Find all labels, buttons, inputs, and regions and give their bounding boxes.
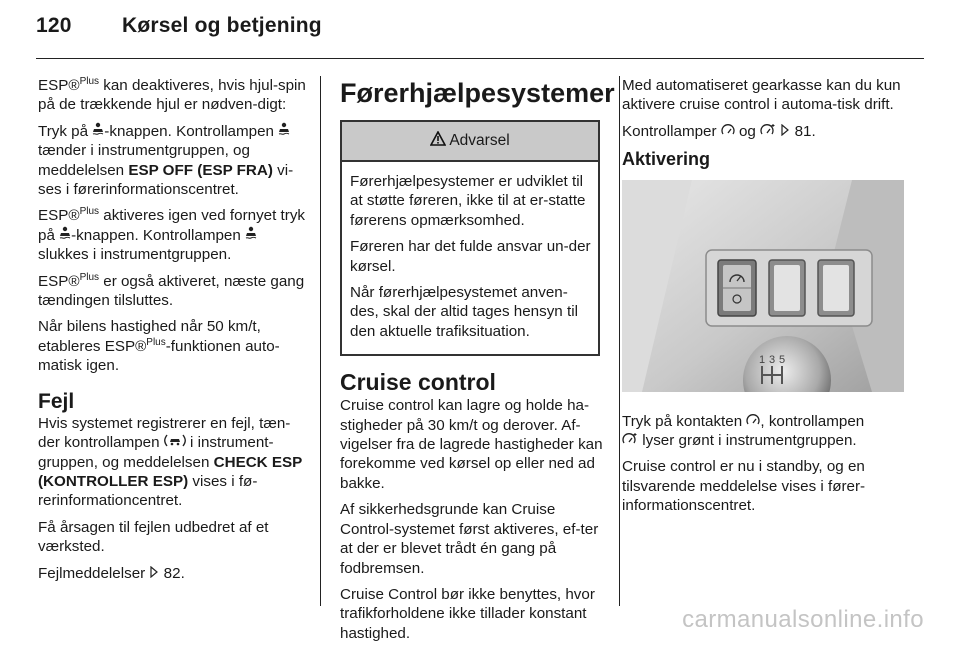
section-heading: Førerhjælpesystemer bbox=[340, 78, 615, 108]
svg-text:5: 5 bbox=[778, 354, 786, 367]
cruise-control-active-icon bbox=[760, 122, 776, 141]
cruise-control-active-icon bbox=[622, 431, 638, 450]
svg-text:1: 1 bbox=[758, 354, 766, 367]
cruise-paragraph-3: Cruise Control bør ikke benyttes, hvor trafikforholdene ikke tillader konstant hastighed. bbox=[340, 585, 595, 642]
cruise-control-icon bbox=[746, 412, 760, 431]
column-divider-1 bbox=[320, 76, 321, 606]
standby-paragraph: Cruise control er nu i standby, og en tilsvarende meddelelse vises i fører-informationscentret. bbox=[622, 458, 866, 515]
warning-header bbox=[342, 122, 598, 162]
page-number: 120 bbox=[36, 14, 72, 37]
indicator-lamps-paragraph: Kontrollamper og 81. bbox=[622, 122, 816, 140]
warning-text-1: Førerhjælpesystemer er udviklet til at støtte føreren, ikke til at er-statte førerens opmærksomhed. bbox=[350, 173, 586, 229]
warning-title: Advarsel bbox=[449, 132, 510, 150]
esp-car-icon bbox=[245, 226, 257, 245]
header-rule bbox=[36, 58, 924, 59]
esp-button-paragraph: Tryk på -knappen. Kontrollampen tænder i instrumentgruppen, og meddelelsen ESP OFF (ESP FRA) vi-ses i førerinformationscentret. bbox=[38, 122, 294, 199]
watermark: carmanualsonline.info bbox=[682, 606, 924, 633]
reference-arrow-icon bbox=[780, 122, 790, 141]
page-title: Kørsel og betjening bbox=[122, 14, 322, 37]
warning-body bbox=[342, 162, 598, 354]
esp-deactivate-paragraph: ESP®$^{Plus}$ kan deaktiveres, hvis hjul-spin på de trækkende hjul er nødven-digt: bbox=[38, 75, 306, 114]
column-2 bbox=[340, 76, 615, 650]
press-switch-paragraph: Tryk på kontakten , kontrollampen lyser grønt i instrumentgruppen. bbox=[622, 412, 865, 450]
reference-arrow-icon bbox=[149, 564, 159, 583]
page-reference[interactable]: 81 bbox=[794, 122, 812, 140]
cruise-control-icon bbox=[721, 122, 735, 141]
esp-car-icon bbox=[59, 226, 71, 245]
cruise-control-heading: Cruise control bbox=[340, 369, 496, 396]
fejl-paragraph: Hvis systemet registrerer en fejl, tæn-der kontrollampen i instrument-gruppen, og meddelelsen CHECK ESP (KONTROLLER ESP) vises i fø-rerinformationcentret. bbox=[38, 414, 302, 510]
warning-triangle-icon bbox=[430, 131, 446, 151]
column-1 bbox=[38, 76, 310, 590]
fejl-workshop-paragraph: Få årsagen til fejlen udbedret af et værksted. bbox=[38, 518, 269, 556]
aktivering-heading: Aktivering bbox=[622, 149, 711, 170]
warning-text-3: Når førerhjælpesystemet anven-des, skal der altid tages hensyn til den aktuelle trafiksituation. bbox=[350, 284, 578, 340]
page-header bbox=[36, 14, 322, 38]
cruise-paragraph-2: Af sikkerhedsgrunde kan Cruise Control-systemet først aktiveres, ef-ter at der er blevet trådt én gang på fodbremsen. bbox=[340, 501, 599, 577]
column-3 bbox=[622, 76, 904, 523]
esp-car-icon bbox=[278, 122, 290, 141]
esp-warning-lamp-icon bbox=[164, 433, 186, 452]
cruise-paragraph-1: Cruise control kan lagre og holde ha-stigheder på 30 km/t og derover. Af-vigelser fra de lagrede hastigheder kan forekomme ved kørsel op eller ned ad bakke. bbox=[340, 397, 603, 492]
warning-text-2: Føreren har det fulde ansvar un-der kørsel. bbox=[350, 238, 591, 275]
esp-speed-paragraph: Når bilens hastighed når 50 km/t, etableres ESP®$^{Plus}$-funktionen auto-matisk igen. bbox=[38, 318, 280, 375]
page-reference[interactable]: 82 bbox=[163, 564, 181, 582]
dashboard-switch-photo bbox=[622, 180, 904, 392]
automatic-gearbox-paragraph: Med automatiseret gearkasse kan du kun aktivere cruise control i automa-tisk drift. bbox=[622, 77, 901, 114]
esp-car-icon bbox=[92, 122, 104, 141]
fejl-messages-paragraph: Fejlmeddelelser 82. bbox=[38, 564, 185, 582]
column-divider-2 bbox=[619, 76, 620, 606]
esp-reactivate-paragraph: ESP®$^{Plus}$ aktiveres igen ved fornyet tryk på -knappen. Kontrollampen slukkes i instrumentgruppen. bbox=[38, 206, 306, 264]
warning-box bbox=[340, 120, 600, 356]
fejl-heading: Fejl bbox=[38, 389, 75, 413]
svg-text:3: 3 bbox=[768, 354, 776, 367]
esp-ignition-paragraph: ESP®$^{Plus}$ er også aktiveret, næste gang tændingen tilsluttes. bbox=[38, 271, 305, 310]
